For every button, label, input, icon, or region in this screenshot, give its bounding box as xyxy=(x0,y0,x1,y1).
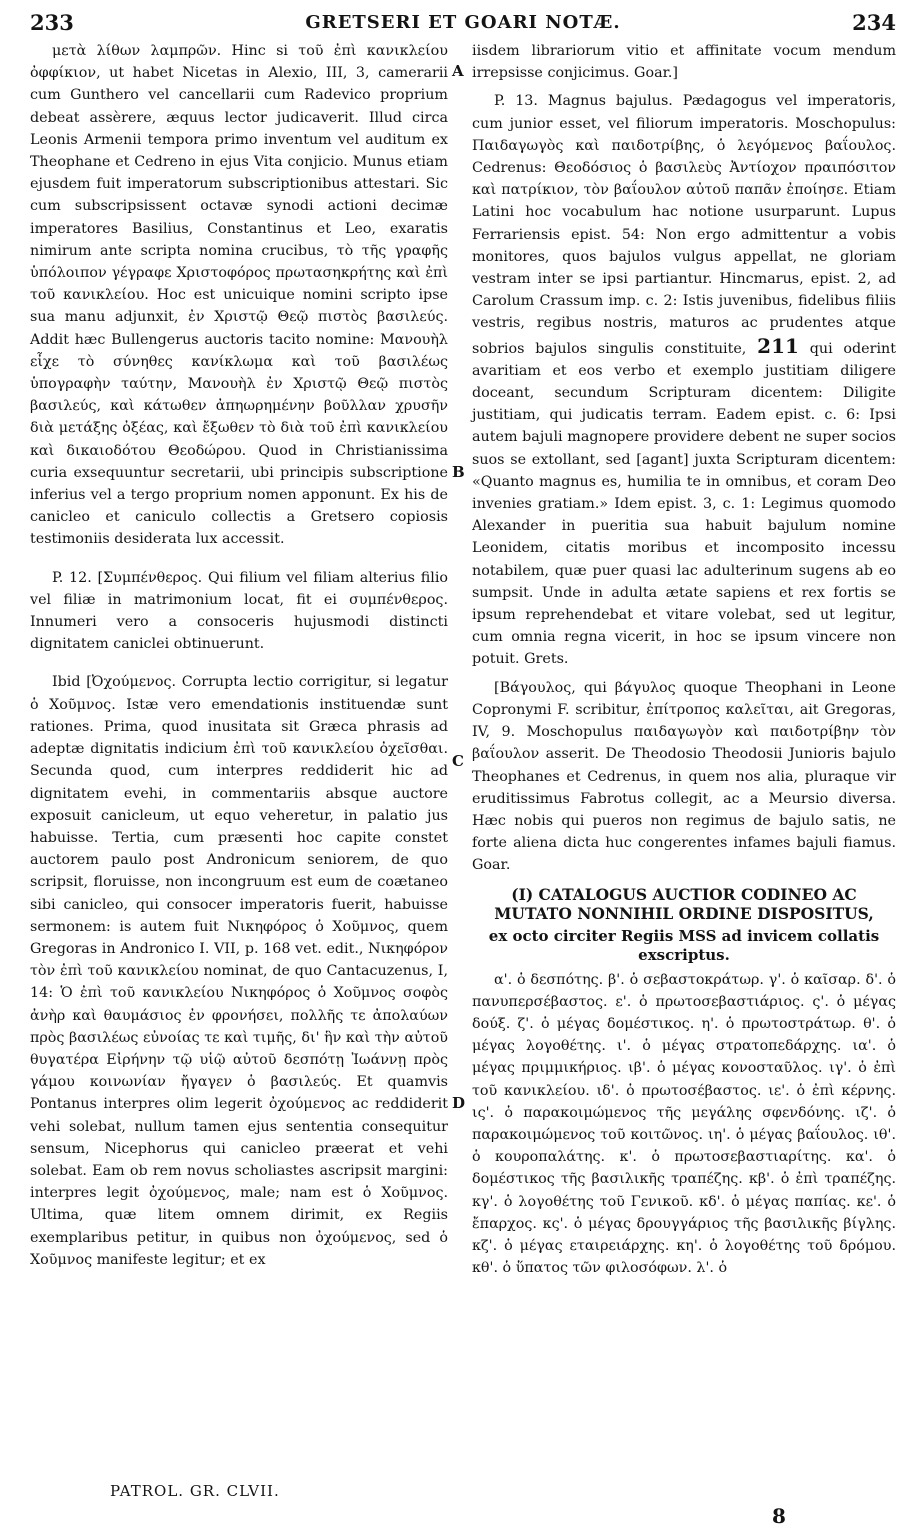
catalog-title: (I) CATALOGUS AUCTIOR CODINEO AC MUTATO NONNIHIL ORDINE DISPOSITUS, xyxy=(494,884,874,923)
section-marker-c: C xyxy=(452,752,464,770)
left-paragraph-1: μετὰ λίθων λαμπρῶν. Hinc si τοῦ ἐπὶ κανικλείου ὀφφίκιον, ut habet Nicetas in Alexio, III, 3, camerarii cum Gunthero vel cancellarii cum Radevico proprium debeat assèrere, æquus lector judicaverit. Illud circa Leonis Armenii tempora primo inventum vel auditum ex Theophane et Cedreno in ejus Vita conjicio. Munus etiam ejusdem fuit imperatorum subscriptionibus attestari. Sic cum subscripsissent octavæ synodi actioni decimæ imperatores Basilius, Constantinus et Leo, exaratis nimirum ante scripta nomina crucibus, τὸ τῆς γραφῆς ὑπόλοιπον γέγραφε Χριστοφόρος πρωτασηκρήτης καὶ ἐπὶ τοῦ κανικλείου. Hoc est unicuique nomini scripto ipse sua manu adjunxit, ἐν Χριστῷ Θεῷ πιστὸς βασιλεύς. Addit hæc Bullengerus auctoris tacito nomine: Μανουὴλ εἶχε τὸ σύνηθες κανίκλωμα καὶ τοῦ βασιλέως ὑπογραφὴν ταύτην, Μανουὴλ ἐν Χριστῷ Θεῷ πιστὸς βασιλεύς, καὶ κάτωθεν ἀπηωρημένην βοῦλλαν χρυσῆν διὰ μετάξης ὀξέας, καὶ ἔξωθεν τὸ διὰ τοῦ ἐπὶ κανικλείου καὶ δικαιοδότου Θεοδώρου. Quod in Christianissima curia exsequuntur secretarii, ubi principis subscriptione inferius vel a tergo proprium nomen apponunt. Ex his de canicleo et caniculo collectis a Gretsero copiosis testimoniis desiderata lux accessit. xyxy=(30,43,448,548)
catalog-subtitle: ex octo circiter Regiis MSS ad invicem collatis exscriptus. xyxy=(488,926,880,964)
right-paragraph-3: [Βάγουλος, qui βάγυλος quoque Theophani in Leone Copronymi F. scribitur, ἐπίτροπος καλεῖται, ait Gregoras, IV, 9. Moschopulus παιδαγωγὸν καὶ παιδοτρίβην τὸν βαΐουλον asserit. De Theodosio Theodosii Junioris bajulo Theophanes et Cedrenus, in quem nos alia, pluraque vir eruditissimus Fabrotus collegit, ac a Meursio diversa. Hæc nobis qui pueros non regimus de bajulo satis, ne forte aliena dicta huc congerentes infames bajuli fiamus. Goar. xyxy=(472,679,896,874)
left-paragraph-3: Ibid [Ὀχούμενος. Corrupta lectio corrigitur, si legatur ὁ Χοῦμνος. Istæ vero emendationis instituendæ sunt rationes. Prima, quod inusitata sit Græca phrasis ad adeptæ dignitatis indicium ἐπὶ τοῦ κανικλείου ὀχεῖσθαι. Secunda quod, cum interpres reddiderit hic ad dignitatem evehi, in commentariis absque auctore exposuit canicleum, ut equo veheretur, in palatio jus habuisse. Tertia, cum præsenti hoc capite constet auctorem paulo post Andronicum seniorem, de quo scripsit, floruisse, non incongruum est eum de coætaneo sibi canicleo, qui consocer imperatoris fuerit, habuisse sermonem: is autem fuit Νικηφόρος ὁ Χοῦμνος, quem Gregoras in Andronico I. VII, p. 168 vet. edit., Νικηφόρον τὸν ἐπὶ τοῦ κανικλείου nominat, de quo Cantacuzenus, I, 14: Ὁ ἐπὶ τοῦ κανικλείου Νικηφόρος ὁ Χοῦμνος σοφὸς ἀνὴρ καὶ θαυμάσιος ἐν φρονήσει, πολλῆς τε ἀπολαύων πρὸς βασιλέως εὐνοίας τε καὶ τιμῆς, δι' ἣν καὶ τὴν αὐτοῦ θυγατέρα Εἰρήνην τῷ υἱῷ αὐτοῦ δεσπότῃ Ἰωάννῃ πρὸς γάμου κοινωνίαν ἤγαγεν ὁ βασιλεύς. Et quamvis Pontanus interpres olim legerit ὀχούμενος ac reddiderit vehi solebat, nullum tamen ejus sententia consequitur sensum, Nicephorus qui canicleo præerat et vehi solebat. Eam ob rem novus scholiastes ascripsit marginі: interpres legit ὀχούμενος, male; nam est ὁ Χοῦμνος. Ultima, quæ litem omnem dirimit, ex Regiis exemplaribus petitur, in quibus non ὀχούμενος, sed ὁ Χοῦμνος manifeste legitur; et ex xyxy=(30,674,448,1268)
signature-mark: 8 xyxy=(772,1504,786,1528)
section-marker-a: A xyxy=(452,62,464,80)
patrology-footer: PATROL. GR. CLVII. xyxy=(110,1482,280,1500)
left-paragraph-2: P. 12. [Συμπένθερος. Qui filium vel filiam alterius filio vel filiæ in matrimonium locat, fit ei συμπένθερος. Innumeri vero a consoceris hujusmodi distincti dignitatem caniclei obtinuerunt. xyxy=(30,569,448,653)
section-marker-b: B xyxy=(452,463,465,481)
right-paragraph-1: iisdem librariorum vitio et affinitate vocum mendum irrepsisse conjicimus. Goar.] xyxy=(472,43,896,82)
left-page-number: 233 xyxy=(30,10,74,35)
running-title: GRETSERI ET GOARI NOTÆ. xyxy=(305,12,621,33)
column-number-211: 211 xyxy=(757,333,799,358)
left-column xyxy=(30,40,448,1271)
section-marker-d: D xyxy=(452,1094,466,1112)
page-header xyxy=(30,6,896,42)
right-paragraph-2 xyxy=(472,90,896,670)
catalog-list: α'. ὁ δεσπότης. β'. ὁ σεβαστοκράτωρ. γ'. ὁ καῖσαρ. δ'. ὁ πανυπερσέβαστος. ε'. ὁ πρωτοσεβαστιάριος. ς'. ὁ μέγας δούξ. ζ'. ὁ μέγας δομέστικος. η'. ὁ πρωτοστράτωρ. θ'. ὁ μέγας λογοθέτης. ι'. ὁ μέγας στρατοπεδάρχης. ια'. ὁ μέγας πριμμικήριος. ιβ'. ὁ μέγας κονοσταῦλος. ιγ'. ὁ ἐπὶ τοῦ κανικλείου. ιδ'. ὁ πρωτοσέβαστος. ιε'. ὁ ἐπὶ κέρνης. ις'. ὁ παρακοιμώμενος τῆς μεγάλης σφενδόνης. ιζ'. ὁ παρακοιμώμενος τοῦ κοιτῶνος. ιη'. ὁ μέγας βαΐουλος. ιθ'. ὁ κουροπαλάτης. κ'. ὁ πρωτοσεβαστιαρίτης. κα'. ὁ δομέστικος τῆς βασιλικῆς τραπέζης. κβ'. ὁ ἐπὶ τραπέζης. κγ'. ὁ λογοθέτης τοῦ Γενικοῦ. κδ'. ὁ μέγας παπίας. κε'. ὁ ἔπαρχος. κς'. ὁ μέγας δρουγγάριος τῆς βασιλικῆς βίγλης. κζ'. ὁ μέγας εταιρειάρχης. κη'. ὁ λογοθέτης τοῦ δρόμου. κθ'. ὁ ὕπατος τῶν φιλοσόφων. λ'. ὁ xyxy=(472,971,896,1277)
right-paragraph-2b: qui oderint avaritiam et eos verbo et exemplo justitiam diligere doceant, secundum Scripturam dicentem: Diligite justitiam, qui judicatis terram. Eadem epist. c. 6: Ipsi autem bajuli magnopere providere debent ne super socios suos se extollant, sed [agant] juxta Scripturam dicentem: «Quanto magnus es, humilia te in omnibus, et coram Deo invenies gratiam.» Idem epist. 3, c. 1: Legimus quomodo Alexander in pueritia sua habuit bajulum nomine Leonidem, citatis moribus et incomposito incessu notabilem, quæ puer quasi lac adulterinum sugens ab eo sumpsit. Unde in adulta ætate sapiens et rex fortis se ipsum reprehendebat et vitare volebat, sed ut legitur, cum omnia regna vicerit, in hoc se ipsum vincere non potuit. Grets. xyxy=(472,340,897,668)
right-paragraph-2a: P. 13. Magnus bajulus. Pædagogus vel imperatoris, cum junior esset, vel filiorum imperatoris. Moschopulus: Παιδαγωγὸς καὶ παιδοτρίβης, ὁ λεγόμενος βαΐουλος. Cedrenus: Θεοδόσιος ὁ βασιλεὺς Ἀντίοχον πραιπόσιτον καὶ πατρίκιον, τὸν βαΐουλον αὐτοῦ παπᾶν ἐποίησε. Etiam Latini hoc vocabulum hac notione usurparunt. Lupus Ferrariensis epist. 54: Non ergo admittentur a vobis monitores, quos bajulos vulgus appellat, ne gloriam vestram inter se ipsi partiantur. Hincmarus, epist. 2, ad Carolum Crassum imp. c. 2: Istis juvenibus, fidelibus filiis vestris, regibus nostris, maturos ac prudentes atque sobrios bajulos singulis constituite, xyxy=(472,93,896,357)
right-column xyxy=(472,40,896,1279)
right-page-number: 234 xyxy=(852,10,896,35)
